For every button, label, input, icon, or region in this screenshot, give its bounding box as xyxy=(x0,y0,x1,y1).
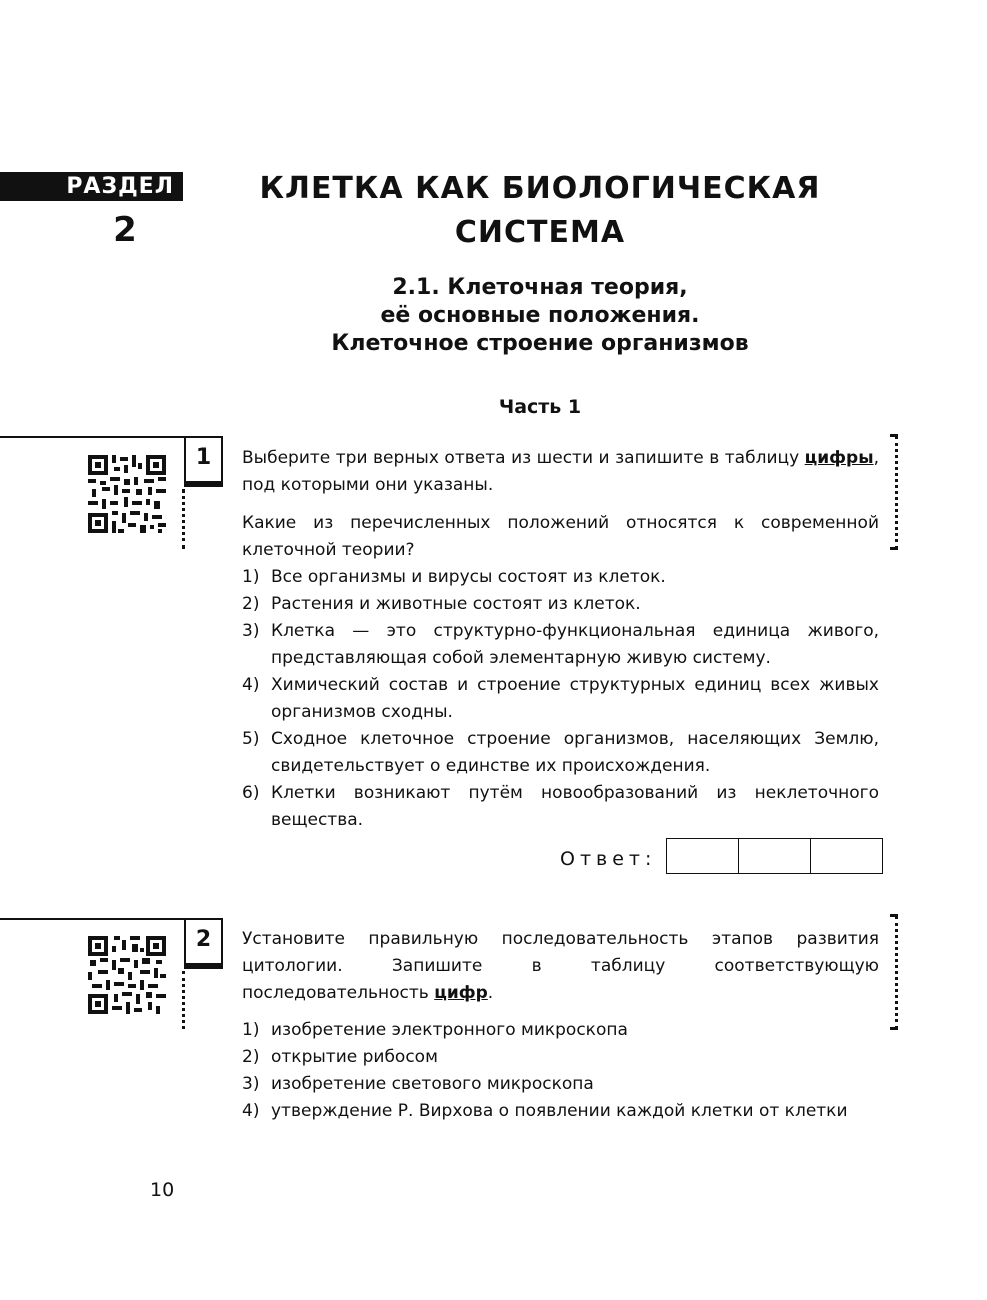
task1-left-dots xyxy=(182,489,185,549)
list-item: 3) изобретение светового микроскопа xyxy=(242,1074,594,1094)
list-item: 1) Все организмы и вирусы состоят из клеток. xyxy=(242,567,666,587)
section-label: РАЗДЕЛ xyxy=(66,174,174,199)
task1-options xyxy=(242,564,879,834)
list-item: 1) изобретение электронного микроскопа xyxy=(242,1020,628,1040)
subsection-title-line2: её основные положения. xyxy=(380,303,700,328)
answer-label: Ответ: xyxy=(560,848,657,870)
list-item: 3) Клетка — это структурно-функциональная единица живого, представляющая собой элементарную живую систему. xyxy=(242,621,879,668)
task2-right-cap-top xyxy=(890,914,898,917)
list-item: 2) Растения и животные состоят из клеток. xyxy=(242,594,641,614)
task2-right-cap-bottom xyxy=(890,1027,898,1030)
task1-instruction: Выберите три верных ответа из шести и запишите в таблицу цифры, под которыми они указаны. xyxy=(242,448,879,495)
answer-table[interactable] xyxy=(666,838,883,874)
task2-top-rule xyxy=(0,918,184,920)
task1-right-dots xyxy=(895,436,898,549)
task1-right-cap-top xyxy=(890,434,898,437)
task2-instruction-bold: цифр xyxy=(434,983,488,1003)
answer-cell-2[interactable] xyxy=(739,839,811,874)
page-number: 10 xyxy=(150,1179,175,1201)
chapter-title-line2: СИСТЕМА xyxy=(454,215,626,250)
chapter-title xyxy=(220,167,860,255)
task2-number: 2 xyxy=(184,918,223,969)
task2-options xyxy=(242,1017,879,1125)
answer-cell-3[interactable] xyxy=(811,839,883,874)
subsection-title-line1: 2.1. Клеточная теория, xyxy=(392,275,688,300)
task2-left-dots xyxy=(182,971,185,1029)
part-title: Часть 1 xyxy=(498,396,582,418)
qr-code-icon[interactable] xyxy=(88,455,166,533)
task2-instruction: Установите правильную последовательность этапов развития цитологии. Запишите в таблицу соответствующую последовательность цифр. xyxy=(242,929,879,1003)
task1-instruction-bold: цифры xyxy=(804,448,874,468)
task1-number: 1 xyxy=(184,436,223,487)
qr-code-icon[interactable] xyxy=(88,936,166,1014)
chapter-title-line1: КЛЕТКА КАК БИОЛОГИЧЕСКАЯ xyxy=(259,171,821,206)
task1-top-rule xyxy=(0,436,184,438)
task1-question: Какие из перечисленных положений относятся к современной клеточной теории? xyxy=(242,513,879,560)
task1-right-cap-bottom xyxy=(890,547,898,550)
list-item: 5) Сходное клеточное строение организмов, населяющих Землю, свидетельствует о единстве их происхождения. xyxy=(242,729,879,776)
section-number: 2 xyxy=(113,210,137,250)
subsection-title-line3: Клеточное строение организмов xyxy=(331,331,749,356)
task2-right-dots xyxy=(895,916,898,1029)
subsection-title xyxy=(260,274,820,358)
list-item: 6) Клетки возникают путём новообразований из неклеточного вещества. xyxy=(242,783,879,830)
task2-body xyxy=(242,926,879,1125)
list-item: 4) утверждение Р. Вирхова о появлении каждой клетки от клетки xyxy=(242,1101,848,1121)
list-item: 4) Химический состав и строение структурных единиц всех живых организмов сходны. xyxy=(242,675,879,722)
list-item: 2) открытие рибосом xyxy=(242,1047,438,1067)
answer-cell-1[interactable] xyxy=(667,839,739,874)
task1-body xyxy=(242,445,879,834)
